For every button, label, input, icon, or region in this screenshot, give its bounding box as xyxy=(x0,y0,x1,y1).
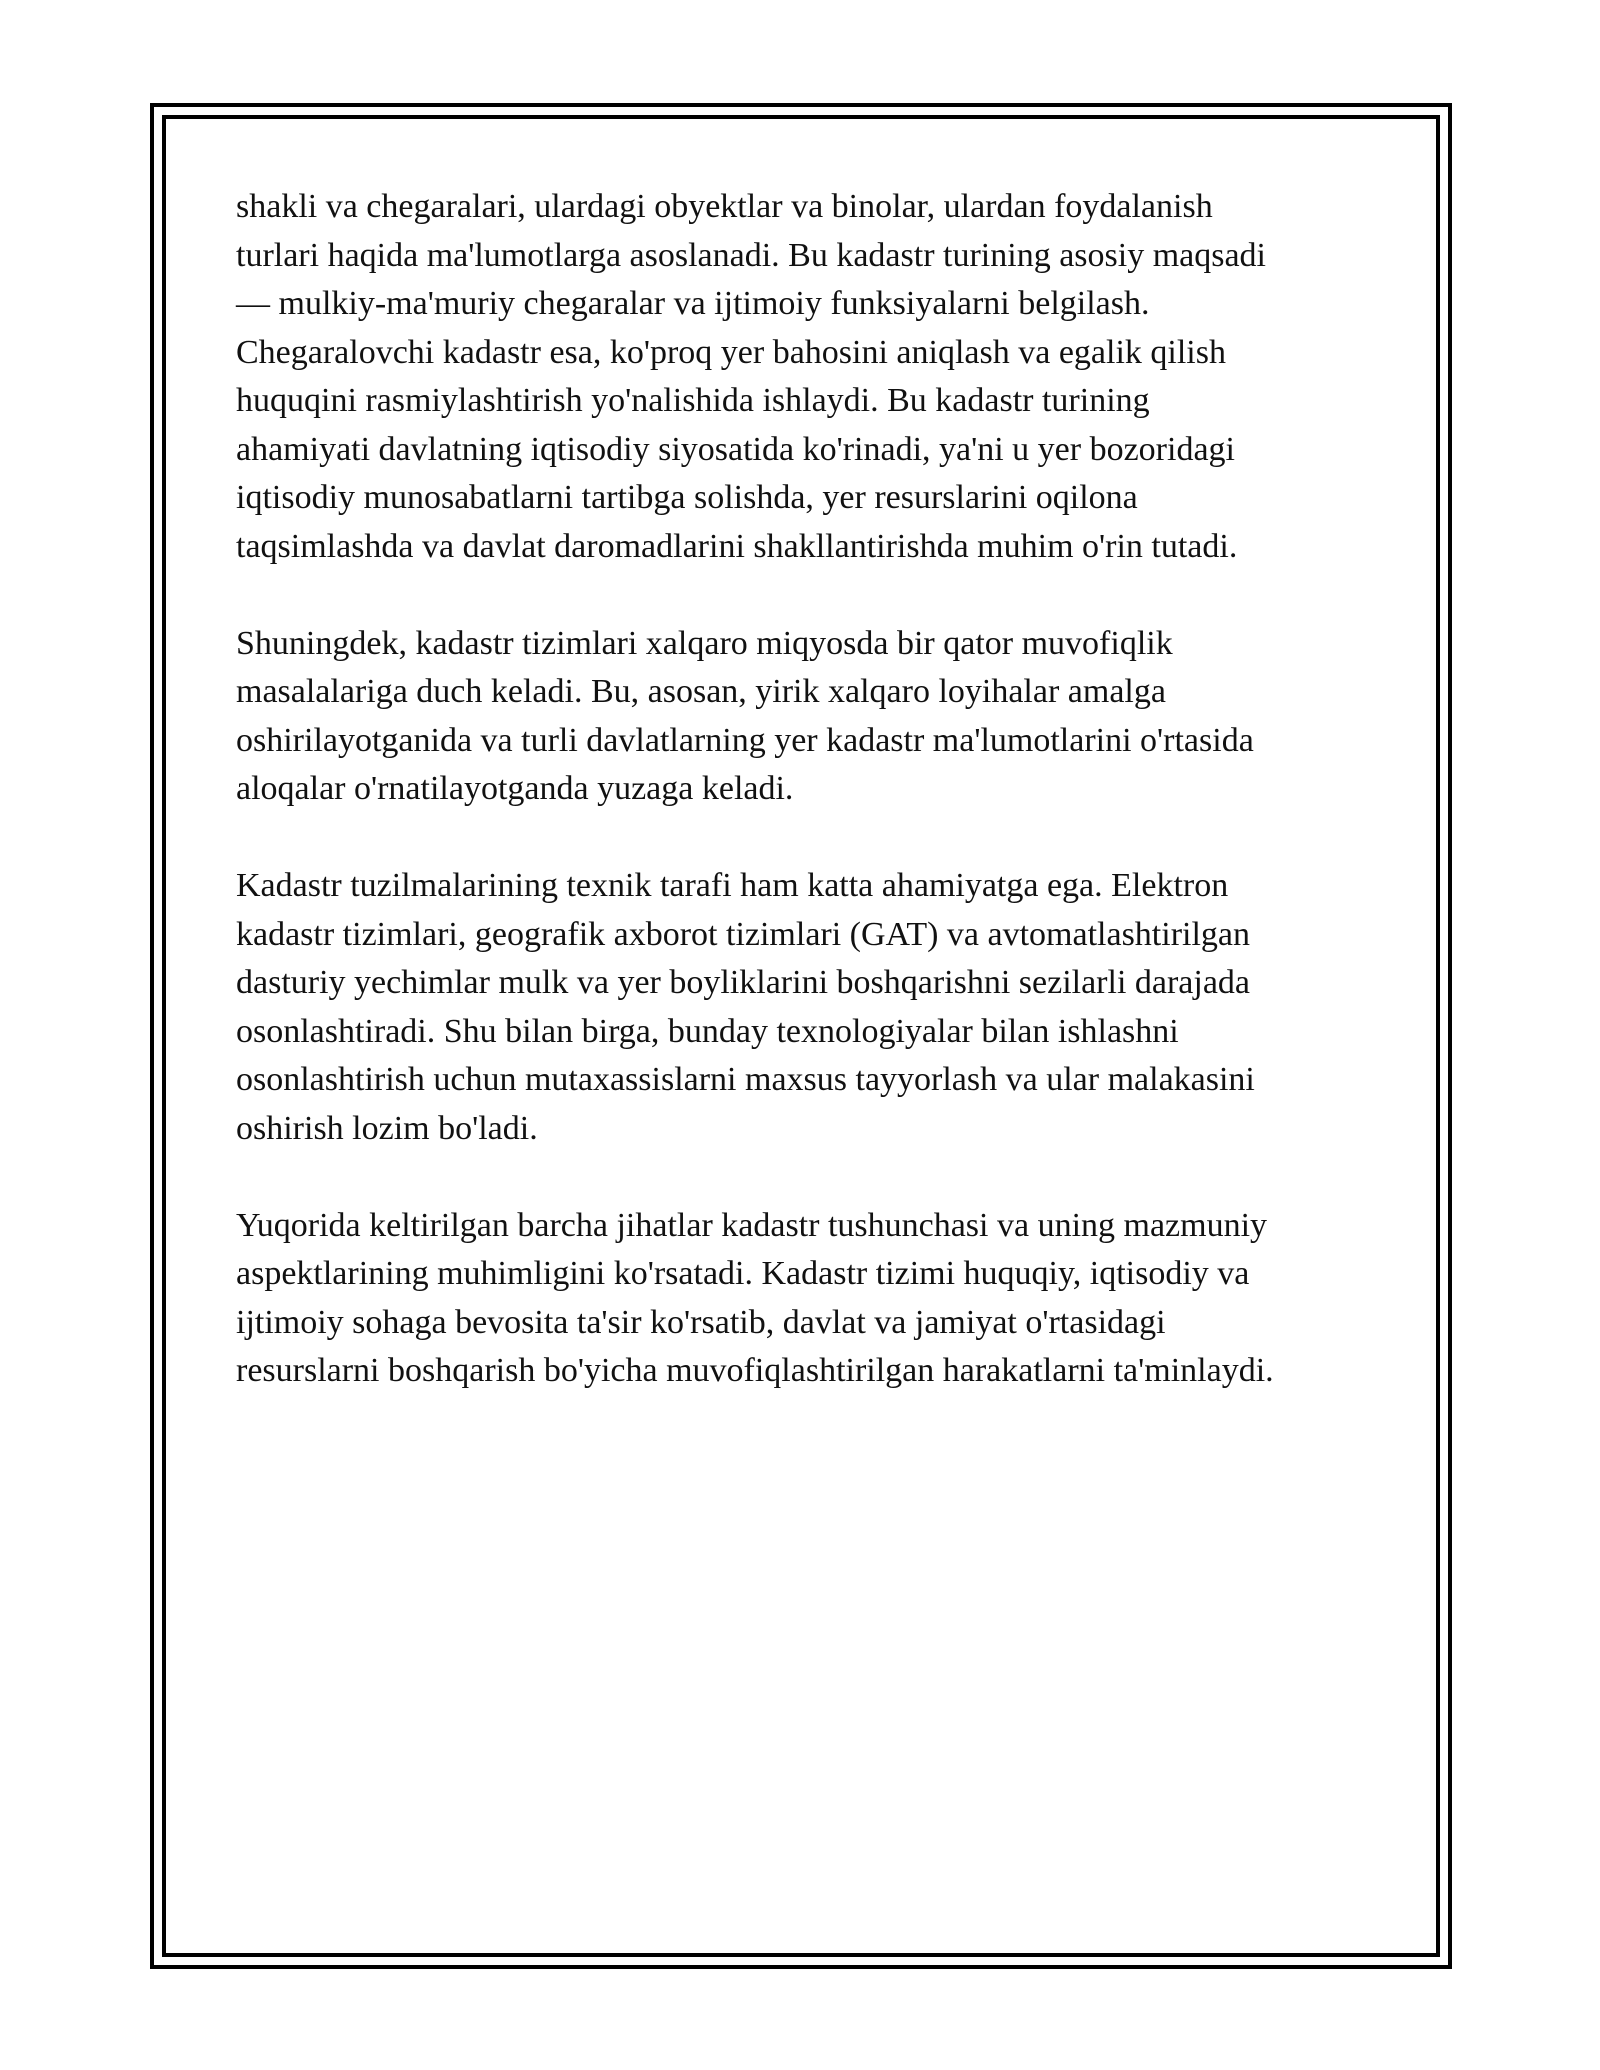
text-line: taqsimlashda va davlat daromadlarini shakllantirishda muhim o'rin tutadi. xyxy=(236,527,1238,565)
paragraph-1 xyxy=(236,183,1386,571)
text-line: Shuningdek, kadastr tizimlari xalqaro miqyosda bir qator muvofiqlik xyxy=(236,624,1173,662)
text-line: Chegaralovchi kadastr esa, ko'proq yer bahosini aniqlash va egalik qilish xyxy=(236,333,1226,371)
text-line: ijtimoiy sohaga bevosita ta'sir ko'rsatib, davlat va jamiyat o'rtasidagi xyxy=(236,1303,1166,1341)
text-line: ahamiyati davlatning iqtisodiy siyosatida ko'rinadi, ya'ni u yer bozoridagi xyxy=(236,430,1235,468)
text-line: kadastr tizimlari, geografik axborot tizimlari (GAT) va avtomatlashtirilgan xyxy=(236,915,1251,953)
text-line: shakli va chegaralari, ulardagi obyektlar va binolar, ulardan foydalanish xyxy=(236,188,1213,225)
text-line: osonlashtirish uchun mutaxassislarni maxsus tayyorlash va ular malakasini xyxy=(236,1061,1255,1098)
text-line: dasturiy yechimlar mulk va yer boyliklarini boshqarishni sezilarli darajada xyxy=(236,964,1251,1001)
text-line: aspektlarining muhimligini ko'rsatadi. Kadastr tizimi huquqiy, iqtisodiy va xyxy=(236,1255,1250,1292)
paragraph-3 xyxy=(236,862,1386,1153)
text-line: huquqini rasmiylashtirish yo'nalishida ishlaydi. Bu kadastr turining xyxy=(236,382,1150,419)
text-line: Kadastr tuzilmalarining texnik tarafi ham katta ahamiyatga ega. Elektron xyxy=(236,867,1229,904)
text-line: oshirish lozim bo'ladi. xyxy=(236,1109,538,1147)
text-line: iqtisodiy munosabatlarni tartibga solishda, yer resurslarini oqilona xyxy=(236,479,1138,516)
text-line: oshirilayotganida va turli davlatlarning yer kadastr ma'lumotlarini o'rtasida xyxy=(236,721,1254,759)
paragraph-4 xyxy=(236,1202,1386,1396)
text-line: — mulkiy-ma'muriy chegaralar va ijtimoiy funksiyalarni belgilash. xyxy=(236,285,1150,322)
text-line: turlari haqida ma'lumotlarga asoslanadi. Bu kadastr turining asosiy maqsadi xyxy=(236,236,1266,274)
paragraph-2 xyxy=(236,620,1386,814)
text-line: masalalariga duch keladi. Bu, asosan, yirik xalqaro loyihalar amalga xyxy=(236,673,1166,710)
text-line: resurslarni boshqarish bo'yicha muvofiqlashtirilgan harakatlarni ta'minlaydi. xyxy=(236,1352,1274,1389)
text-line: aloqalar o'rnatilayotganda yuzaga keladi. xyxy=(236,770,794,807)
page-content xyxy=(236,183,1386,1444)
text-line: Yuqorida keltirilgan barcha jihatlar kadastr tushunchasi va uning mazmuniy xyxy=(236,1206,1268,1244)
text-line: osonlashtiradi. Shu bilan birga, bunday texnologiyalar bilan ishlashni xyxy=(236,1012,1179,1050)
